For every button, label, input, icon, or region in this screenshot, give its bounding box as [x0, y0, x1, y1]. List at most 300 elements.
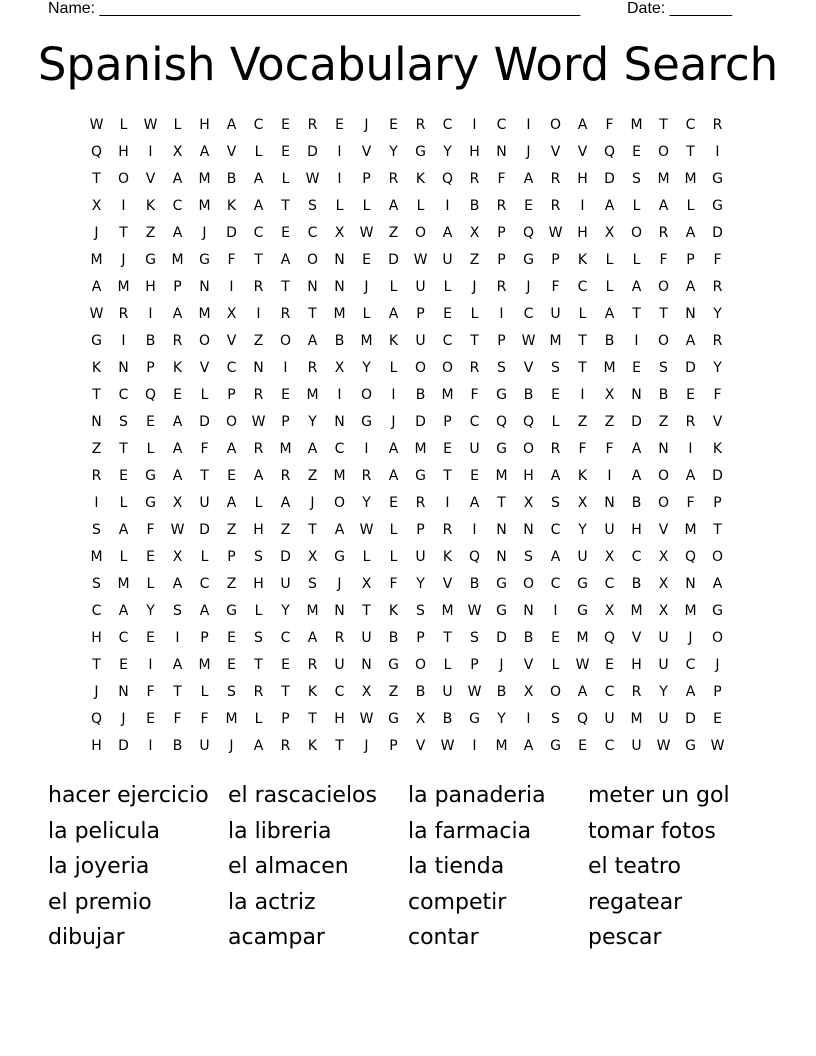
- grid-letter[interactable]: A: [172, 576, 183, 592]
- grid-letter[interactable]: S: [254, 630, 263, 646]
- grid-letter[interactable]: V: [523, 657, 534, 673]
- grid-letter[interactable]: I: [337, 387, 342, 403]
- grid-letter[interactable]: R: [388, 171, 399, 187]
- grid-letter[interactable]: J: [202, 225, 207, 241]
- grid-letter[interactable]: D: [631, 414, 642, 430]
- grid-letter[interactable]: E: [281, 144, 290, 160]
- grid-letter[interactable]: L: [119, 495, 128, 511]
- grid-letter[interactable]: I: [283, 360, 288, 376]
- grid-letter[interactable]: U: [658, 630, 669, 646]
- grid-letter[interactable]: M: [198, 198, 211, 214]
- grid-letter[interactable]: N: [604, 495, 615, 511]
- grid-letter[interactable]: K: [712, 441, 723, 457]
- grid-letter[interactable]: K: [172, 360, 183, 376]
- grid-letter[interactable]: I: [499, 306, 504, 322]
- grid-letter[interactable]: Y: [443, 144, 452, 160]
- grid-letter[interactable]: R: [280, 468, 291, 484]
- grid-letter[interactable]: N: [334, 279, 345, 295]
- grid-letter[interactable]: X: [577, 495, 588, 511]
- grid-letter[interactable]: W: [575, 657, 590, 673]
- grid-letter[interactable]: B: [442, 711, 453, 727]
- grid-letter[interactable]: P: [551, 252, 560, 268]
- grid-letter[interactable]: B: [496, 684, 507, 700]
- grid-letter[interactable]: J: [364, 738, 369, 754]
- grid-letter[interactable]: E: [146, 630, 155, 646]
- grid-letter[interactable]: T: [659, 306, 668, 322]
- grid-letter[interactable]: Z: [469, 252, 480, 268]
- grid-letter[interactable]: T: [119, 225, 128, 241]
- grid-letter[interactable]: L: [254, 495, 263, 511]
- grid-letter[interactable]: A: [550, 549, 561, 565]
- grid-letter[interactable]: E: [173, 387, 182, 403]
- grid-letter[interactable]: A: [388, 198, 399, 214]
- grid-letter[interactable]: M: [306, 387, 319, 403]
- grid-letter[interactable]: B: [415, 387, 426, 403]
- grid-letter[interactable]: I: [229, 279, 234, 295]
- grid-letter[interactable]: Q: [684, 549, 697, 565]
- grid-letter[interactable]: G: [415, 144, 426, 160]
- grid-letter[interactable]: P: [470, 657, 479, 673]
- grid-letter[interactable]: R: [496, 279, 507, 295]
- grid-letter[interactable]: M: [333, 468, 346, 484]
- grid-letter[interactable]: R: [658, 225, 669, 241]
- grid-letter[interactable]: T: [281, 279, 290, 295]
- grid-letter[interactable]: I: [580, 198, 585, 214]
- grid-letter[interactable]: A: [469, 495, 480, 511]
- grid-letter[interactable]: H: [523, 468, 534, 484]
- grid-letter[interactable]: U: [469, 441, 480, 457]
- grid-letter[interactable]: L: [389, 522, 398, 538]
- grid-letter[interactable]: F: [605, 117, 614, 133]
- grid-letter[interactable]: R: [631, 684, 642, 700]
- grid-letter[interactable]: H: [631, 522, 642, 538]
- grid-letter[interactable]: N: [334, 603, 345, 619]
- grid-letter[interactable]: A: [172, 414, 183, 430]
- grid-letter[interactable]: X: [91, 198, 102, 214]
- grid-letter[interactable]: A: [307, 630, 318, 646]
- grid-letter[interactable]: E: [632, 144, 641, 160]
- grid-letter[interactable]: A: [658, 198, 669, 214]
- grid-letter[interactable]: I: [337, 144, 342, 160]
- grid-letter[interactable]: C: [226, 360, 237, 376]
- grid-letter[interactable]: K: [307, 738, 318, 754]
- grid-letter[interactable]: S: [173, 603, 182, 619]
- grid-letter[interactable]: B: [469, 198, 480, 214]
- grid-letter[interactable]: E: [146, 711, 155, 727]
- grid-letter[interactable]: A: [388, 468, 399, 484]
- grid-letter[interactable]: W: [89, 117, 104, 133]
- grid-letter[interactable]: N: [253, 360, 264, 376]
- grid-letter[interactable]: A: [388, 441, 399, 457]
- grid-letter[interactable]: R: [334, 630, 345, 646]
- grid-letter[interactable]: Q: [90, 144, 103, 160]
- grid-letter[interactable]: Q: [603, 630, 616, 646]
- grid-letter[interactable]: O: [333, 495, 346, 511]
- grid-letter[interactable]: K: [415, 171, 426, 187]
- grid-letter[interactable]: D: [226, 225, 237, 241]
- grid-letter[interactable]: P: [416, 630, 425, 646]
- grid-letter[interactable]: V: [199, 360, 210, 376]
- grid-letter[interactable]: D: [118, 738, 129, 754]
- grid-letter[interactable]: D: [712, 225, 723, 241]
- grid-letter[interactable]: S: [632, 171, 641, 187]
- grid-letter[interactable]: Y: [281, 603, 290, 619]
- grid-letter[interactable]: J: [94, 684, 99, 700]
- grid-letter[interactable]: T: [443, 630, 452, 646]
- grid-letter[interactable]: O: [657, 333, 670, 349]
- grid-letter[interactable]: U: [199, 495, 210, 511]
- grid-letter[interactable]: O: [522, 576, 535, 592]
- grid-letter[interactable]: I: [148, 306, 153, 322]
- grid-letter[interactable]: M: [117, 279, 130, 295]
- grid-letter[interactable]: A: [712, 576, 723, 592]
- grid-letter[interactable]: A: [226, 117, 237, 133]
- grid-letter[interactable]: J: [121, 711, 126, 727]
- grid-letter[interactable]: A: [253, 738, 264, 754]
- grid-letter[interactable]: I: [364, 441, 369, 457]
- grid-letter[interactable]: E: [389, 117, 398, 133]
- grid-letter[interactable]: G: [712, 198, 723, 214]
- grid-letter[interactable]: V: [658, 522, 669, 538]
- grid-letter[interactable]: A: [577, 117, 588, 133]
- grid-letter[interactable]: Z: [226, 522, 237, 538]
- grid-letter[interactable]: M: [603, 360, 616, 376]
- grid-letter[interactable]: F: [578, 441, 587, 457]
- grid-letter[interactable]: L: [605, 252, 614, 268]
- grid-letter[interactable]: A: [253, 171, 264, 187]
- grid-letter[interactable]: A: [199, 144, 210, 160]
- grid-letter[interactable]: C: [118, 387, 129, 403]
- grid-letter[interactable]: M: [684, 603, 697, 619]
- grid-letter[interactable]: C: [685, 657, 696, 673]
- grid-letter[interactable]: M: [279, 441, 292, 457]
- grid-letter[interactable]: X: [307, 549, 318, 565]
- grid-letter[interactable]: U: [658, 657, 669, 673]
- grid-letter[interactable]: B: [631, 495, 642, 511]
- grid-letter[interactable]: E: [227, 468, 236, 484]
- grid-letter[interactable]: G: [415, 468, 426, 484]
- grid-letter[interactable]: L: [146, 441, 155, 457]
- grid-letter[interactable]: H: [334, 711, 345, 727]
- grid-letter[interactable]: U: [199, 738, 210, 754]
- grid-letter[interactable]: C: [307, 225, 318, 241]
- grid-letter[interactable]: L: [551, 657, 560, 673]
- grid-letter[interactable]: R: [253, 279, 264, 295]
- grid-letter[interactable]: R: [469, 171, 480, 187]
- grid-letter[interactable]: O: [441, 360, 454, 376]
- grid-letter[interactable]: Q: [576, 711, 589, 727]
- grid-letter[interactable]: W: [440, 738, 455, 754]
- grid-letter[interactable]: N: [334, 252, 345, 268]
- grid-letter[interactable]: X: [658, 603, 669, 619]
- grid-letter[interactable]: T: [443, 468, 452, 484]
- grid-letter[interactable]: M: [630, 117, 643, 133]
- grid-letter[interactable]: N: [685, 306, 696, 322]
- grid-letter[interactable]: R: [307, 657, 318, 673]
- grid-letter[interactable]: G: [685, 738, 696, 754]
- grid-letter[interactable]: W: [467, 684, 482, 700]
- grid-letter[interactable]: O: [657, 144, 670, 160]
- grid-letter[interactable]: Z: [388, 684, 399, 700]
- grid-letter[interactable]: Z: [91, 441, 102, 457]
- grid-letter[interactable]: O: [711, 630, 724, 646]
- grid-letter[interactable]: A: [172, 171, 183, 187]
- grid-letter[interactable]: T: [173, 684, 182, 700]
- grid-letter[interactable]: Y: [713, 306, 722, 322]
- grid-letter[interactable]: P: [146, 360, 155, 376]
- grid-letter[interactable]: M: [549, 333, 562, 349]
- grid-letter[interactable]: E: [146, 414, 155, 430]
- grid-letter[interactable]: R: [685, 414, 696, 430]
- grid-letter[interactable]: A: [226, 495, 237, 511]
- grid-letter[interactable]: A: [172, 657, 183, 673]
- grid-letter[interactable]: Z: [604, 414, 615, 430]
- grid-letter[interactable]: L: [389, 360, 398, 376]
- grid-letter[interactable]: I: [256, 306, 261, 322]
- grid-letter[interactable]: Z: [226, 576, 237, 592]
- grid-letter[interactable]: K: [577, 252, 588, 268]
- grid-letter[interactable]: F: [605, 441, 614, 457]
- grid-letter[interactable]: E: [443, 306, 452, 322]
- grid-letter[interactable]: C: [253, 225, 264, 241]
- grid-letter[interactable]: P: [362, 171, 371, 187]
- grid-letter[interactable]: D: [199, 414, 210, 430]
- grid-letter[interactable]: A: [253, 198, 264, 214]
- grid-letter[interactable]: E: [281, 225, 290, 241]
- grid-letter[interactable]: C: [577, 279, 588, 295]
- grid-letter[interactable]: Y: [497, 711, 506, 727]
- grid-letter[interactable]: R: [415, 117, 426, 133]
- grid-letter[interactable]: I: [121, 333, 126, 349]
- grid-letter[interactable]: L: [578, 306, 587, 322]
- grid-letter[interactable]: W: [143, 117, 158, 133]
- grid-letter[interactable]: A: [685, 684, 696, 700]
- grid-letter[interactable]: K: [145, 198, 156, 214]
- grid-letter[interactable]: E: [335, 117, 344, 133]
- grid-letter[interactable]: S: [119, 414, 128, 430]
- grid-letter[interactable]: N: [496, 522, 507, 538]
- grid-letter[interactable]: L: [362, 306, 371, 322]
- grid-letter[interactable]: A: [253, 468, 264, 484]
- grid-letter[interactable]: J: [121, 252, 126, 268]
- grid-letter[interactable]: S: [470, 630, 479, 646]
- grid-letter[interactable]: T: [92, 387, 101, 403]
- grid-letter[interactable]: M: [657, 171, 670, 187]
- grid-letter[interactable]: G: [361, 414, 372, 430]
- grid-letter[interactable]: B: [145, 333, 156, 349]
- grid-letter[interactable]: U: [415, 549, 426, 565]
- grid-letter[interactable]: N: [523, 603, 534, 619]
- grid-letter[interactable]: W: [521, 333, 536, 349]
- grid-letter[interactable]: X: [361, 684, 372, 700]
- grid-letter[interactable]: T: [254, 252, 263, 268]
- grid-letter[interactable]: O: [414, 360, 427, 376]
- grid-letter[interactable]: L: [200, 387, 209, 403]
- grid-letter[interactable]: T: [578, 360, 587, 376]
- grid-letter[interactable]: Q: [90, 711, 103, 727]
- grid-letter[interactable]: O: [657, 468, 670, 484]
- grid-letter[interactable]: T: [659, 117, 668, 133]
- grid-letter[interactable]: F: [173, 711, 182, 727]
- grid-letter[interactable]: K: [442, 549, 453, 565]
- grid-letter[interactable]: K: [388, 603, 399, 619]
- grid-letter[interactable]: G: [226, 603, 237, 619]
- grid-letter[interactable]: X: [172, 144, 183, 160]
- grid-letter[interactable]: R: [307, 117, 318, 133]
- grid-letter[interactable]: I: [148, 144, 153, 160]
- grid-letter[interactable]: J: [94, 225, 99, 241]
- grid-letter[interactable]: Y: [362, 495, 371, 511]
- grid-letter[interactable]: C: [685, 117, 696, 133]
- grid-letter[interactable]: M: [630, 603, 643, 619]
- grid-letter[interactable]: J: [688, 630, 693, 646]
- grid-letter[interactable]: H: [631, 657, 642, 673]
- grid-letter[interactable]: B: [631, 576, 642, 592]
- grid-letter[interactable]: M: [441, 603, 454, 619]
- grid-letter[interactable]: U: [334, 657, 345, 673]
- grid-letter[interactable]: L: [551, 414, 560, 430]
- grid-letter[interactable]: Z: [280, 522, 291, 538]
- grid-letter[interactable]: O: [198, 333, 211, 349]
- grid-letter[interactable]: E: [578, 738, 587, 754]
- grid-letter[interactable]: N: [199, 279, 210, 295]
- grid-letter[interactable]: M: [684, 522, 697, 538]
- grid-letter[interactable]: A: [334, 522, 345, 538]
- grid-letter[interactable]: D: [496, 630, 507, 646]
- grid-letter[interactable]: X: [523, 495, 534, 511]
- grid-letter[interactable]: C: [550, 576, 561, 592]
- grid-letter[interactable]: L: [254, 144, 263, 160]
- grid-letter[interactable]: Y: [713, 360, 722, 376]
- grid-letter[interactable]: J: [499, 657, 504, 673]
- grid-letter[interactable]: S: [659, 360, 668, 376]
- grid-letter[interactable]: I: [337, 171, 342, 187]
- grid-letter[interactable]: M: [684, 171, 697, 187]
- grid-letter[interactable]: T: [578, 333, 587, 349]
- grid-letter[interactable]: I: [472, 522, 477, 538]
- grid-letter[interactable]: L: [173, 117, 182, 133]
- grid-letter[interactable]: C: [469, 414, 480, 430]
- grid-letter[interactable]: W: [413, 252, 428, 268]
- grid-letter[interactable]: A: [604, 198, 615, 214]
- grid-letter[interactable]: A: [280, 252, 291, 268]
- grid-letter[interactable]: W: [89, 306, 104, 322]
- grid-letter[interactable]: T: [686, 144, 695, 160]
- grid-letter[interactable]: S: [227, 684, 236, 700]
- grid-letter[interactable]: X: [334, 360, 345, 376]
- grid-letter[interactable]: M: [90, 549, 103, 565]
- grid-letter[interactable]: M: [171, 252, 184, 268]
- grid-letter[interactable]: T: [92, 657, 101, 673]
- grid-letter[interactable]: I: [715, 144, 720, 160]
- grid-letter[interactable]: C: [334, 441, 345, 457]
- grid-letter[interactable]: T: [92, 171, 101, 187]
- grid-letter[interactable]: Q: [522, 225, 535, 241]
- grid-letter[interactable]: L: [632, 252, 641, 268]
- grid-letter[interactable]: Z: [388, 225, 399, 241]
- grid-letter[interactable]: R: [712, 279, 723, 295]
- grid-letter[interactable]: A: [307, 441, 318, 457]
- grid-letter[interactable]: E: [470, 468, 479, 484]
- grid-letter[interactable]: V: [577, 144, 588, 160]
- grid-letter[interactable]: U: [550, 306, 561, 322]
- grid-letter[interactable]: I: [391, 387, 396, 403]
- grid-letter[interactable]: I: [445, 495, 450, 511]
- grid-letter[interactable]: R: [253, 387, 264, 403]
- grid-letter[interactable]: G: [334, 549, 345, 565]
- grid-letter[interactable]: O: [522, 441, 535, 457]
- grid-letter[interactable]: Z: [577, 414, 588, 430]
- grid-letter[interactable]: X: [361, 576, 372, 592]
- grid-letter[interactable]: M: [198, 171, 211, 187]
- grid-letter[interactable]: N: [631, 387, 642, 403]
- grid-letter[interactable]: E: [632, 360, 641, 376]
- grid-letter[interactable]: G: [496, 603, 507, 619]
- grid-letter[interactable]: A: [172, 441, 183, 457]
- grid-letter[interactable]: E: [281, 387, 290, 403]
- grid-letter[interactable]: E: [551, 387, 560, 403]
- grid-letter[interactable]: F: [389, 576, 398, 592]
- grid-letter[interactable]: P: [281, 711, 290, 727]
- grid-letter[interactable]: C: [280, 630, 291, 646]
- grid-letter[interactable]: M: [441, 387, 454, 403]
- grid-letter[interactable]: Q: [603, 144, 616, 160]
- grid-letter[interactable]: L: [362, 198, 371, 214]
- grid-letter[interactable]: B: [172, 738, 183, 754]
- grid-letter[interactable]: X: [658, 576, 669, 592]
- grid-letter[interactable]: O: [414, 657, 427, 673]
- grid-letter[interactable]: X: [604, 603, 615, 619]
- grid-letter[interactable]: H: [199, 117, 210, 133]
- grid-letter[interactable]: V: [550, 144, 561, 160]
- grid-letter[interactable]: R: [280, 738, 291, 754]
- grid-letter[interactable]: U: [577, 549, 588, 565]
- grid-letter[interactable]: U: [361, 630, 372, 646]
- grid-letter[interactable]: N: [496, 549, 507, 565]
- grid-letter[interactable]: R: [442, 522, 453, 538]
- grid-letter[interactable]: Z: [253, 333, 264, 349]
- grid-letter[interactable]: F: [470, 387, 479, 403]
- grid-letter[interactable]: A: [550, 468, 561, 484]
- grid-letter[interactable]: V: [226, 333, 237, 349]
- grid-letter[interactable]: S: [308, 198, 317, 214]
- grid-letter[interactable]: G: [712, 171, 723, 187]
- date-field-line[interactable]: Date: _______: [627, 0, 732, 17]
- grid-letter[interactable]: A: [685, 279, 696, 295]
- grid-letter[interactable]: P: [497, 225, 506, 241]
- grid-letter[interactable]: H: [253, 522, 264, 538]
- grid-letter[interactable]: D: [685, 360, 696, 376]
- grid-letter[interactable]: H: [145, 279, 156, 295]
- grid-letter[interactable]: H: [577, 225, 588, 241]
- grid-letter[interactable]: R: [469, 360, 480, 376]
- grid-letter[interactable]: O: [549, 684, 562, 700]
- grid-letter[interactable]: M: [414, 441, 427, 457]
- name-field-line[interactable]: Name: ______________________________________________________: [48, 0, 581, 17]
- grid-letter[interactable]: F: [146, 684, 155, 700]
- grid-letter[interactable]: O: [549, 117, 562, 133]
- grid-letter[interactable]: A: [631, 279, 642, 295]
- grid-letter[interactable]: M: [360, 333, 373, 349]
- grid-letter[interactable]: A: [577, 684, 588, 700]
- grid-letter[interactable]: U: [604, 522, 615, 538]
- grid-letter[interactable]: K: [226, 198, 237, 214]
- grid-letter[interactable]: N: [334, 414, 345, 430]
- grid-letter[interactable]: J: [715, 657, 720, 673]
- grid-letter[interactable]: A: [685, 225, 696, 241]
- grid-letter[interactable]: E: [281, 657, 290, 673]
- grid-letter[interactable]: P: [497, 252, 506, 268]
